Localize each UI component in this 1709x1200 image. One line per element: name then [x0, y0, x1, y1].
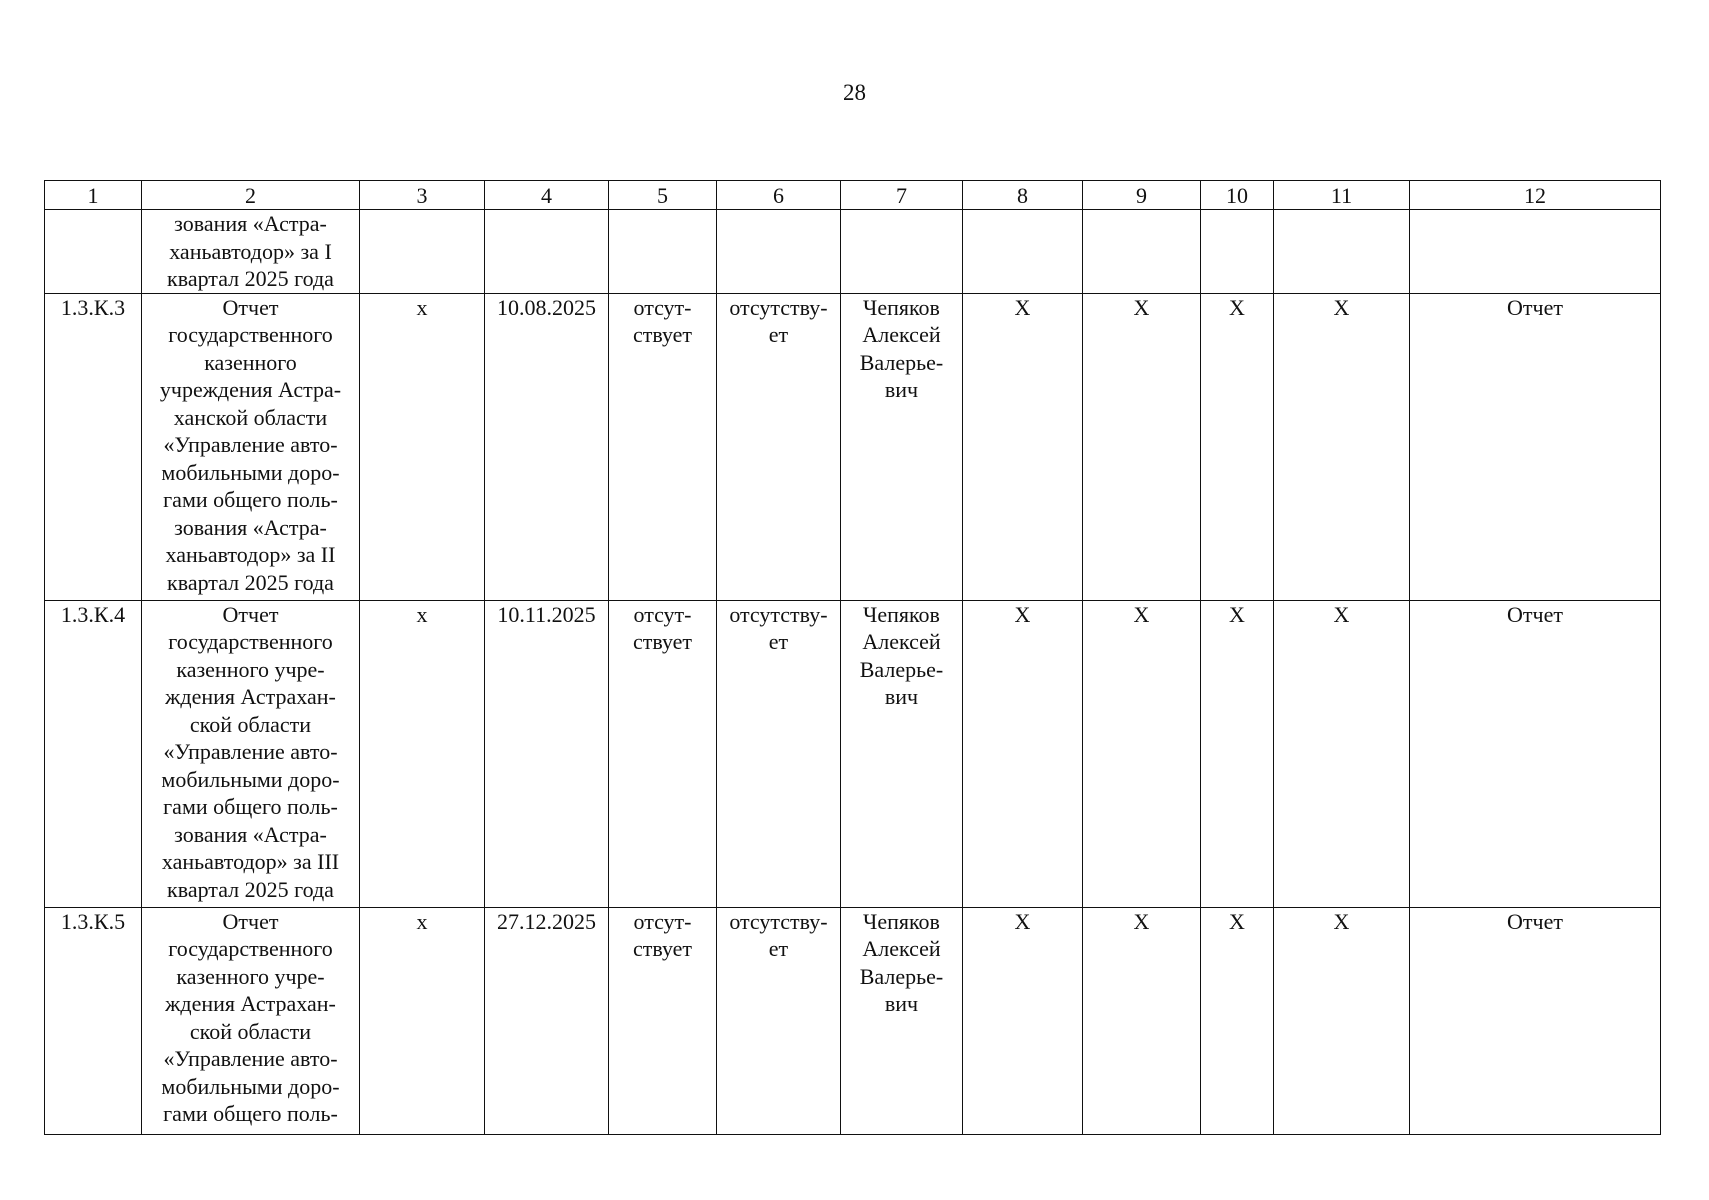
row-date: 10.08.2025	[485, 293, 609, 600]
col5-line: ствует	[632, 936, 693, 961]
empty-cell	[1083, 210, 1201, 294]
description-line: мобильными доро-	[161, 459, 340, 485]
column-number: 11	[1274, 181, 1410, 210]
row-col6	[717, 293, 841, 600]
description-line: ждения Астрахан-	[165, 684, 336, 709]
continuation-id-cell	[45, 210, 142, 294]
description-line: квартал 2025 года	[167, 876, 334, 902]
row-responsible	[841, 293, 963, 600]
row-col6	[717, 907, 841, 1134]
description-line: зования «Астра-	[174, 211, 327, 236]
description-line: квартал 2025 года	[167, 266, 334, 291]
description-line: ханьавтодор» за III	[161, 849, 340, 874]
column-number: 4	[485, 181, 609, 210]
row-col10: X	[1201, 907, 1274, 1134]
row-col8: X	[963, 600, 1083, 907]
col5-line: отсут-	[633, 601, 692, 627]
description-line: квартал 2025 года	[167, 569, 334, 595]
column-number: 1	[45, 181, 142, 210]
row-col3: x	[360, 293, 485, 600]
description-line: Отчет	[222, 908, 279, 934]
table-row	[45, 907, 1661, 1134]
column-number-row	[45, 181, 1661, 210]
row-col10: X	[1201, 293, 1274, 600]
responsible-line: Алексей	[862, 629, 941, 654]
col5-line: отсут-	[633, 908, 692, 934]
row-result: Отчет	[1410, 907, 1661, 1134]
row-col3: x	[360, 600, 485, 907]
description-line: ханьавтодор» за II	[165, 542, 336, 567]
col6-line: ет	[768, 629, 789, 654]
col5-line: ствует	[632, 629, 693, 654]
description-line: зования «Астра-	[174, 821, 327, 847]
empty-cell	[609, 210, 717, 294]
description-line: Отчет	[222, 601, 279, 627]
description-line: «Управление авто-	[163, 432, 338, 457]
description-line: мобильными доро-	[161, 1073, 340, 1099]
responsible-line: Алексей	[862, 936, 941, 961]
col6-line: отсутству-	[729, 601, 828, 627]
description-line: казенного	[204, 349, 297, 375]
empty-cell	[1201, 210, 1274, 294]
row-col8: X	[963, 293, 1083, 600]
report-table	[44, 180, 1661, 1135]
empty-cell	[717, 210, 841, 294]
description-line: гами общего поль-	[163, 1101, 338, 1126]
description-line: казенного учре-	[176, 656, 325, 682]
row-col5	[609, 600, 717, 907]
description-line: государственного	[168, 629, 333, 654]
empty-cell	[963, 210, 1083, 294]
column-number: 2	[142, 181, 360, 210]
row-col5	[609, 907, 717, 1134]
row-col9: X	[1083, 293, 1201, 600]
table-row	[45, 293, 1661, 600]
description-line: государственного	[168, 322, 333, 347]
responsible-line: Валерье-	[859, 963, 944, 989]
empty-cell	[1410, 210, 1661, 294]
description-line: гами общего поль-	[163, 487, 338, 512]
description-line: ждения Астрахан-	[165, 991, 336, 1016]
row-col9: X	[1083, 907, 1201, 1134]
description-line: казенного учре-	[176, 963, 325, 989]
continuation-description-cell	[142, 210, 360, 294]
column-number: 8	[963, 181, 1083, 210]
col6-line: отсутству-	[729, 908, 828, 934]
description-line: ханской области	[173, 404, 328, 430]
description-line: зования «Астра-	[174, 514, 327, 540]
row-col8: X	[963, 907, 1083, 1134]
col6-line: ет	[768, 322, 789, 347]
responsible-line: вич	[884, 991, 919, 1016]
description-line: ской области	[189, 1018, 312, 1044]
row-col6	[717, 600, 841, 907]
description-line: мобильными доро-	[161, 766, 340, 792]
row-description	[142, 907, 360, 1134]
row-id: 1.3.К.3	[45, 293, 142, 600]
row-col11: X	[1274, 600, 1410, 907]
empty-cell	[360, 210, 485, 294]
row-description	[142, 293, 360, 600]
row-result: Отчет	[1410, 293, 1661, 600]
empty-cell	[841, 210, 963, 294]
responsible-line: Чепяков	[863, 294, 940, 320]
row-date: 10.11.2025	[485, 600, 609, 907]
row-responsible	[841, 600, 963, 907]
page-number: 28	[843, 80, 866, 105]
description-line: ской области	[189, 711, 312, 737]
row-col9: X	[1083, 600, 1201, 907]
row-result: Отчет	[1410, 600, 1661, 907]
responsible-line: вич	[884, 377, 919, 402]
description-line: ханьавтодор» за I	[169, 238, 332, 264]
responsible-line: Чепяков	[863, 908, 940, 934]
col6-line: ет	[768, 936, 789, 961]
continuation-row	[45, 210, 1661, 294]
row-description	[142, 600, 360, 907]
empty-cell	[485, 210, 609, 294]
responsible-line: вич	[884, 684, 919, 709]
description-line: учреждения Астра-	[159, 377, 342, 402]
column-number: 12	[1410, 181, 1661, 210]
row-id: 1.3.К.5	[45, 907, 142, 1134]
row-responsible	[841, 907, 963, 1134]
description-line: государственного	[168, 936, 333, 961]
col5-line: ствует	[632, 322, 693, 347]
col5-line: отсут-	[633, 294, 692, 320]
responsible-line: Валерье-	[859, 656, 944, 682]
responsible-line: Чепяков	[863, 601, 940, 627]
description-line: Отчет	[222, 294, 279, 320]
row-id: 1.3.К.4	[45, 600, 142, 907]
row-col5	[609, 293, 717, 600]
row-date: 27.12.2025	[485, 907, 609, 1134]
responsible-line: Валерье-	[859, 349, 944, 375]
description-line: «Управление авто-	[163, 1046, 338, 1071]
column-number: 5	[609, 181, 717, 210]
empty-cell	[1274, 210, 1410, 294]
description-line: «Управление авто-	[163, 739, 338, 764]
col6-line: отсутству-	[729, 294, 828, 320]
responsible-line: Алексей	[862, 322, 941, 347]
column-number: 10	[1201, 181, 1274, 210]
row-col11: X	[1274, 907, 1410, 1134]
column-number: 9	[1083, 181, 1201, 210]
row-col10: X	[1201, 600, 1274, 907]
row-col11: X	[1274, 293, 1410, 600]
column-number: 6	[717, 181, 841, 210]
table-row	[45, 600, 1661, 907]
row-col3: x	[360, 907, 485, 1134]
description-line: гами общего поль-	[163, 794, 338, 819]
column-number: 7	[841, 181, 963, 210]
column-number: 3	[360, 181, 485, 210]
